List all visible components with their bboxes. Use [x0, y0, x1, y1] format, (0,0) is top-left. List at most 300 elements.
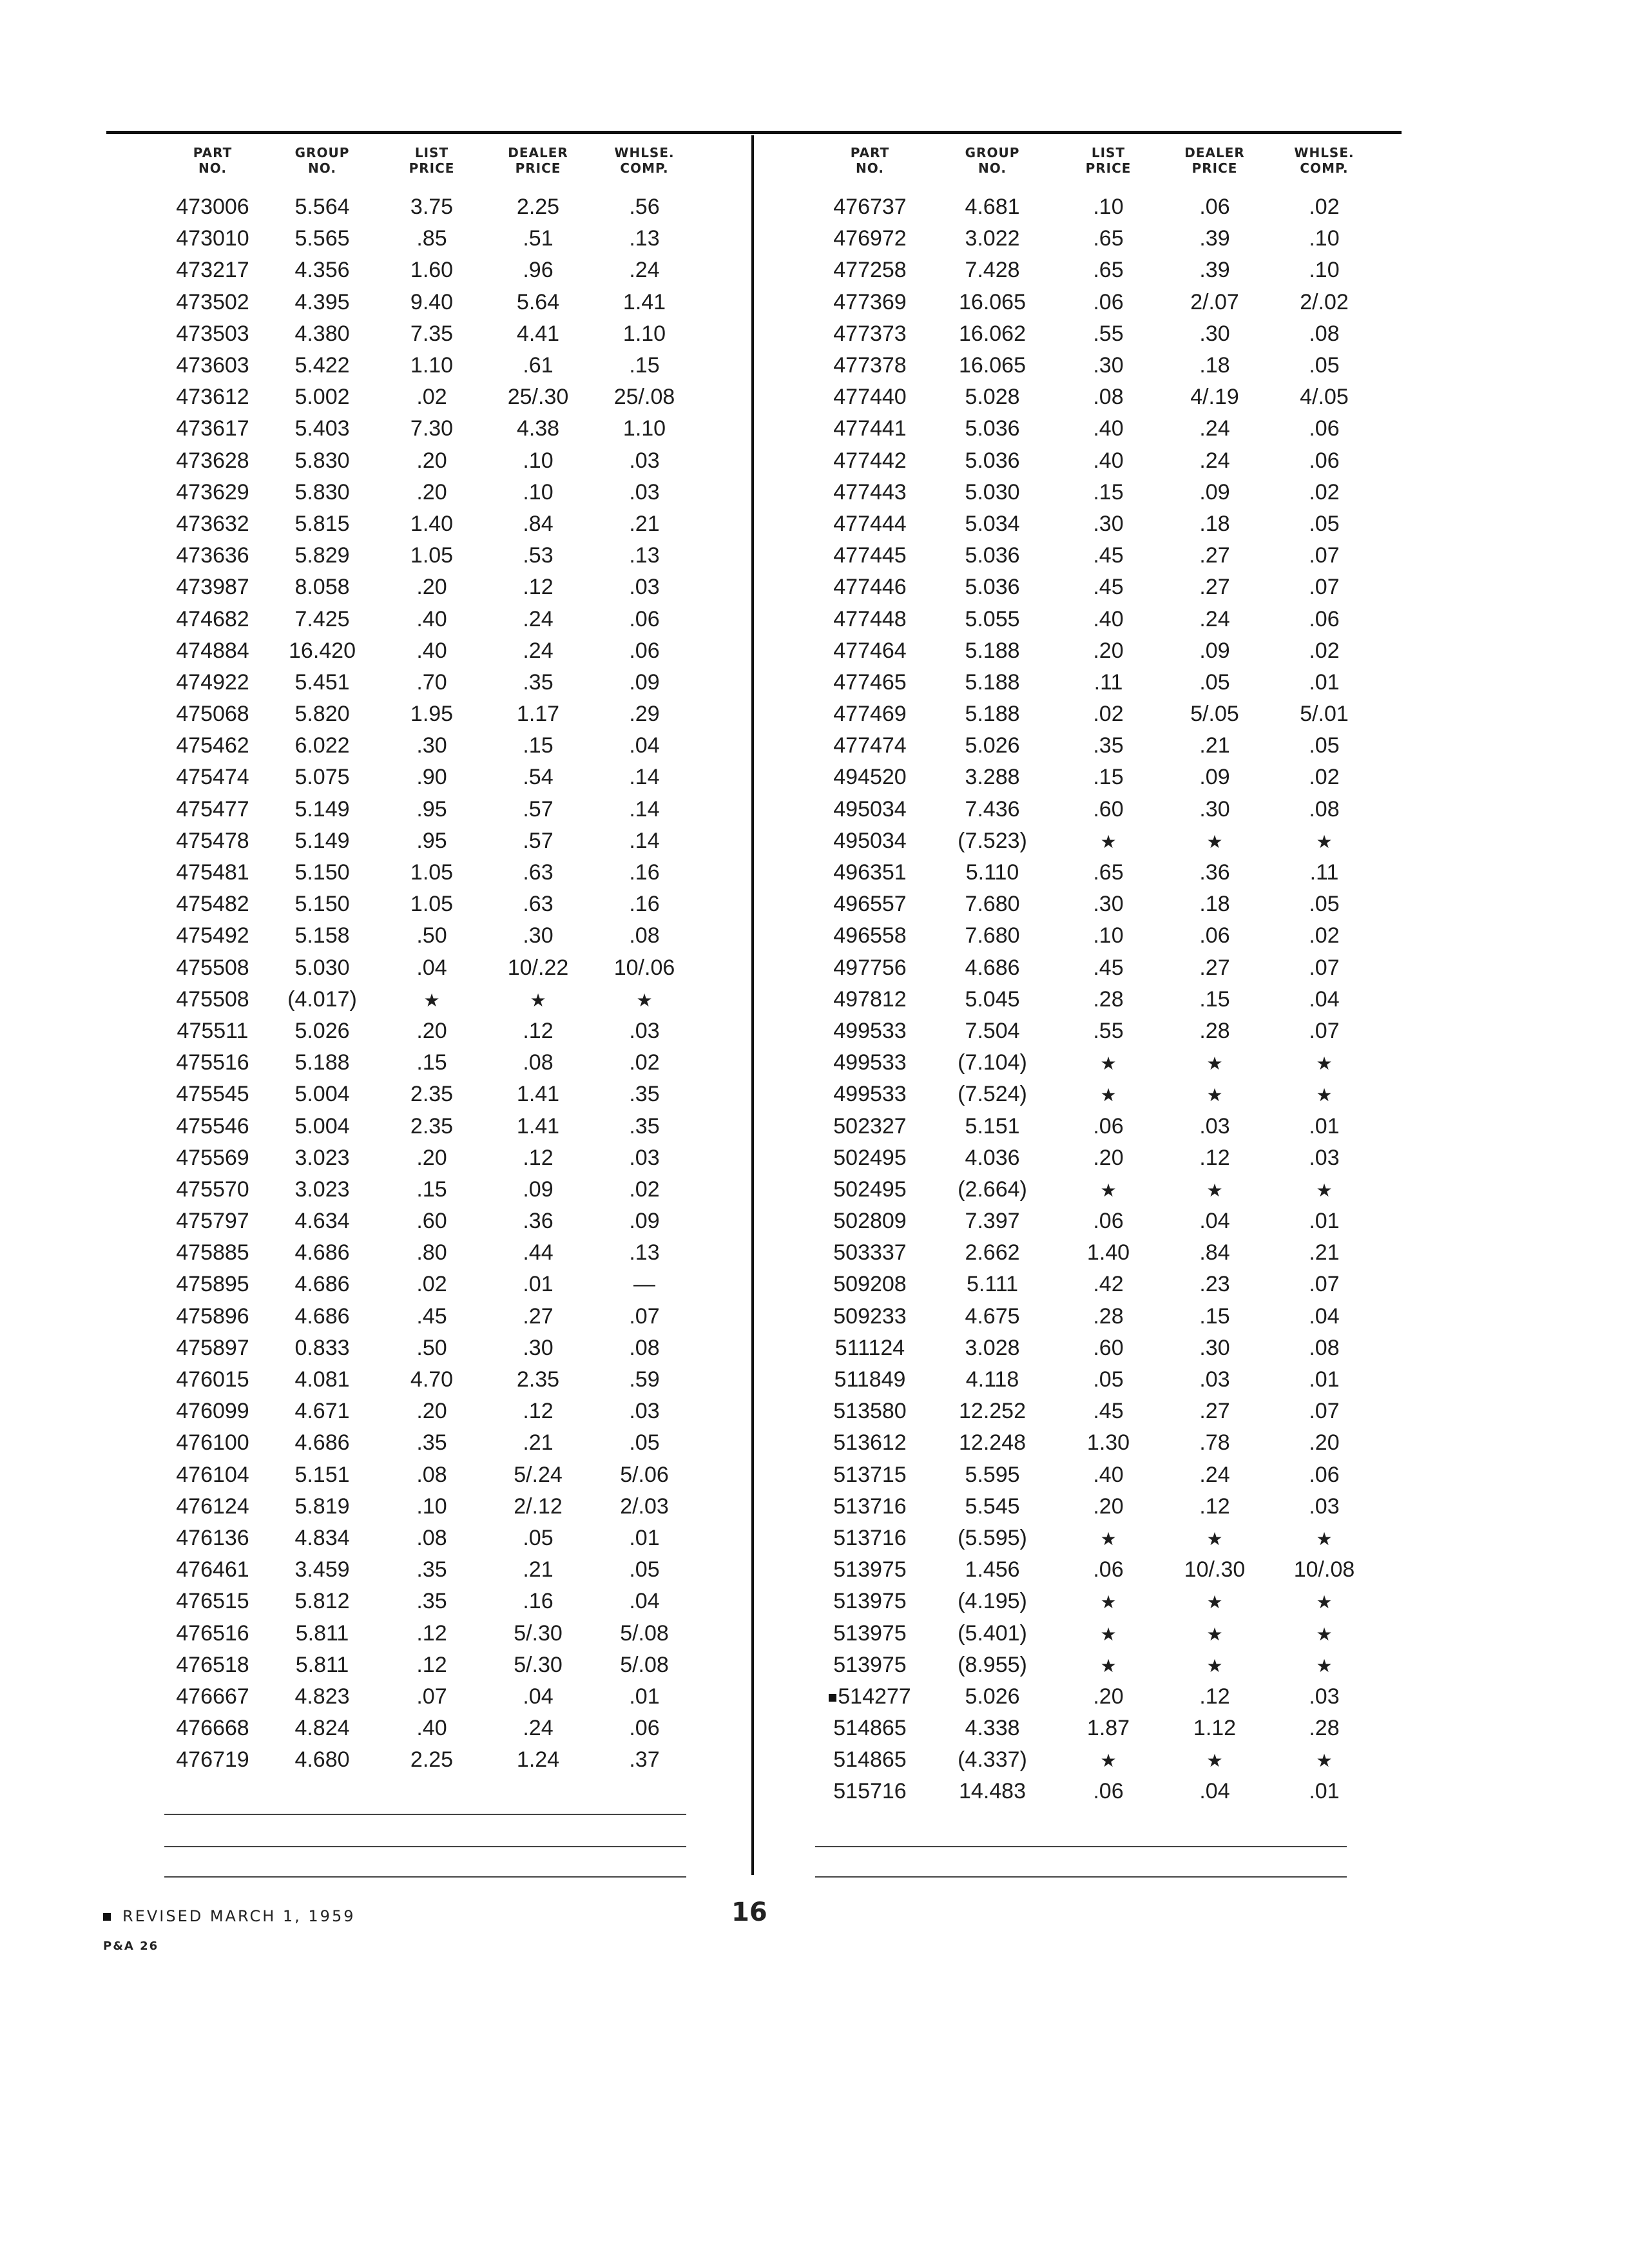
part-no-cell — [812, 702, 928, 727]
part-no-value: 476719 — [176, 1747, 249, 1773]
dealer-price-value: .09 — [1199, 638, 1230, 663]
table-row — [161, 1332, 696, 1364]
list-price-value: 1.40 — [1086, 1240, 1130, 1265]
part-no-cell — [161, 1146, 264, 1171]
group-no-value: 5.815 — [294, 511, 350, 536]
table-row — [812, 857, 1379, 889]
dealer-price-value: .27 — [1199, 955, 1230, 980]
group-no-cell — [264, 543, 380, 568]
whlse-comp-value: .07 — [629, 1303, 660, 1329]
dealer-price-cell — [483, 956, 593, 981]
whlse-comp-value: .03 — [1309, 1145, 1340, 1170]
list-price-cell — [380, 956, 483, 981]
whlse-comp-value: .05 — [1309, 892, 1340, 917]
group-no-cell — [928, 226, 1057, 251]
list-price-cell — [380, 1589, 483, 1614]
list-price-value: ★ — [1100, 1085, 1117, 1106]
group-no-value: 5.422 — [294, 353, 350, 378]
list-price-value: ★ — [1100, 1180, 1117, 1200]
whlse-comp-cell — [593, 1621, 696, 1646]
table-row — [812, 1364, 1379, 1396]
whlse-comp-cell — [1269, 1019, 1379, 1044]
group-no-value: 5.151 — [965, 1113, 1020, 1139]
part-no-cell — [161, 892, 264, 917]
dealer-price-cell — [1160, 1430, 1269, 1456]
group-no-cell — [264, 258, 380, 283]
dealer-price-cell — [483, 1240, 593, 1265]
group-no-value: 6.022 — [294, 733, 350, 758]
whlse-comp-cell — [593, 1430, 696, 1456]
group-no-cell — [928, 385, 1057, 410]
list-price-cell — [380, 1367, 483, 1392]
dealer-price-value: 1.41 — [516, 1113, 560, 1139]
part-no-cell — [812, 670, 928, 695]
dealer-price-cell — [1160, 1367, 1269, 1392]
table-header — [812, 145, 1379, 184]
whlse-comp-value: ★ — [1316, 1180, 1333, 1200]
list-price-value: .11 — [1094, 669, 1123, 695]
part-no-cell — [161, 385, 264, 410]
dealer-price-cell — [483, 860, 593, 885]
blank-line — [815, 1846, 1347, 1847]
dealer-price-value: 4/.19 — [1190, 385, 1239, 410]
list-price-cell — [380, 195, 483, 220]
dealer-price-value: ★ — [1206, 1592, 1223, 1613]
list-price-cell — [380, 1430, 483, 1456]
whlse-comp-cell — [593, 543, 696, 568]
table-row — [161, 667, 696, 698]
whlse-comp-cell — [1269, 1589, 1379, 1614]
list-price-cell — [380, 1272, 483, 1297]
list-price-cell — [1057, 1399, 1160, 1424]
list-price-cell — [1057, 892, 1160, 917]
part-no-cell — [812, 797, 928, 822]
dealer-price-value: .21 — [523, 1557, 554, 1582]
whlse-comp-value: ★ — [1316, 1624, 1333, 1644]
table-row — [812, 1206, 1379, 1237]
whlse-comp-value: .03 — [629, 479, 660, 505]
group-no-value: 2.662 — [965, 1240, 1020, 1265]
revision-note — [103, 1907, 356, 1925]
list-price-value: ★ — [1100, 1528, 1117, 1549]
list-price-cell — [380, 1526, 483, 1551]
part-no-value: 477446 — [833, 575, 907, 600]
list-price-cell — [1057, 575, 1160, 600]
list-price-cell — [380, 923, 483, 948]
column-divider — [751, 135, 754, 1875]
whlse-comp-value: .01 — [629, 1684, 660, 1709]
group-no-value: 5.036 — [965, 416, 1020, 441]
part-no-value: 474682 — [176, 606, 249, 631]
list-price-value: .02 — [416, 1272, 447, 1297]
table-row — [161, 794, 696, 825]
group-no-cell — [264, 1050, 380, 1075]
list-price-value: 1.60 — [410, 258, 454, 283]
dealer-price-cell — [483, 1747, 593, 1773]
part-no-value: 475569 — [176, 1145, 249, 1170]
whlse-comp-cell — [593, 639, 696, 664]
part-no-value: 495034 — [833, 828, 907, 853]
part-no-value: 475462 — [176, 733, 249, 758]
dealer-price-cell — [1160, 1494, 1269, 1519]
dealer-price-value: .04 — [1199, 1779, 1230, 1804]
list-price-value: ★ — [423, 990, 440, 1010]
group-no-cell — [928, 1209, 1057, 1234]
whlse-comp-value: .03 — [1309, 1684, 1340, 1709]
part-no-value: 477464 — [833, 638, 907, 663]
whlse-comp-value: .56 — [629, 195, 660, 220]
part-no-value: 475068 — [176, 702, 249, 727]
list-price-cell — [380, 702, 483, 727]
whlse-comp-cell — [1269, 290, 1379, 315]
part-no-cell — [161, 322, 264, 347]
list-price-cell — [380, 1494, 483, 1519]
part-no-cell — [812, 416, 928, 441]
part-no-cell — [812, 1463, 928, 1488]
list-price-cell — [1057, 1177, 1160, 1202]
whlse-comp-value: 2/.03 — [620, 1494, 669, 1519]
list-price-value: .02 — [1093, 702, 1124, 727]
dealer-price-value: .04 — [1199, 1209, 1230, 1234]
part-no-value: 496558 — [833, 923, 907, 948]
whlse-comp-cell — [1269, 1304, 1379, 1329]
part-no-value: 476124 — [176, 1494, 249, 1519]
table-row — [812, 1237, 1379, 1269]
whlse-comp-value: .21 — [1309, 1240, 1340, 1265]
group-no-cell — [928, 1336, 1057, 1361]
list-price-cell — [380, 892, 483, 917]
dealer-price-value: .15 — [1199, 1303, 1230, 1329]
list-price-value: .45 — [1093, 543, 1124, 568]
dealer-price-cell — [483, 1209, 593, 1234]
table-row — [161, 1744, 696, 1776]
list-price-cell — [380, 670, 483, 695]
dealer-price-value: .30 — [1199, 1335, 1230, 1360]
part-no-value: 476100 — [176, 1430, 249, 1456]
whlse-comp-cell — [593, 860, 696, 885]
dealer-price-value: 2/.07 — [1190, 289, 1239, 314]
dealer-price-value: .05 — [1199, 669, 1230, 695]
dealer-price-cell — [483, 1336, 593, 1361]
list-price-cell — [1057, 480, 1160, 505]
part-no-value: 474884 — [176, 638, 249, 663]
part-no-value: 513975 — [833, 1620, 907, 1646]
group-no-value: 5.055 — [965, 606, 1020, 631]
list-price-value: .05 — [1093, 1367, 1124, 1392]
group-no-cell — [928, 195, 1057, 220]
group-no-value: (8.955) — [958, 1652, 1027, 1677]
whlse-comp-cell — [593, 1494, 696, 1519]
list-price-value: .20 — [1093, 1684, 1124, 1709]
group-no-value: (5.595) — [958, 1525, 1027, 1550]
list-price-cell — [380, 1336, 483, 1361]
group-no-cell — [928, 1747, 1057, 1773]
table-row — [161, 730, 696, 762]
group-no-value: 4.118 — [965, 1367, 1019, 1392]
list-price-value: .45 — [1093, 955, 1124, 980]
dealer-price-value: .30 — [1199, 796, 1230, 822]
group-no-cell — [928, 860, 1057, 885]
group-no-value: 5.045 — [965, 986, 1020, 1012]
whlse-comp-value: .05 — [1309, 511, 1340, 536]
dealer-price-value: .24 — [1199, 606, 1230, 631]
dealer-price-value: .15 — [523, 733, 554, 758]
part-no-value: 473629 — [176, 479, 249, 505]
table-row — [161, 1396, 696, 1427]
group-no-value: 3.028 — [965, 1335, 1020, 1360]
dealer-price-value: .39 — [1199, 258, 1230, 283]
part-no-cell — [812, 385, 928, 410]
list-price-value: .80 — [416, 1240, 447, 1265]
dealer-price-value: .24 — [1199, 416, 1230, 441]
group-no-cell — [264, 575, 380, 600]
dealer-price-cell — [483, 892, 593, 917]
whlse-comp-cell — [1269, 860, 1379, 885]
whlse-comp-value: .08 — [629, 923, 660, 948]
part-no-cell — [161, 1494, 264, 1519]
table-row — [161, 350, 696, 381]
part-no-cell — [812, 290, 928, 315]
whlse-comp-value: ★ — [1316, 1528, 1333, 1549]
part-no-cell — [812, 1146, 928, 1171]
part-no-value: 475896 — [176, 1303, 249, 1329]
whlse-comp-value: .08 — [629, 1335, 660, 1360]
table-row — [161, 477, 696, 508]
dealer-price-cell — [483, 353, 593, 378]
dealer-price-cell — [483, 639, 593, 664]
dealer-price-cell — [1160, 670, 1269, 695]
table-row — [161, 984, 696, 1015]
dealer-price-cell — [483, 385, 593, 410]
list-price-value: .40 — [416, 606, 447, 631]
part-no-value: 475897 — [176, 1335, 249, 1360]
group-no-value: 4.824 — [294, 1716, 350, 1741]
group-no-cell — [928, 448, 1057, 474]
whlse-comp-cell — [1269, 1082, 1379, 1107]
whlse-comp-cell — [1269, 956, 1379, 981]
blank-line — [164, 1876, 686, 1878]
dealer-price-value: ★ — [1206, 1655, 1223, 1676]
dealer-price-cell — [1160, 416, 1269, 441]
part-no-value: 502495 — [833, 1177, 907, 1202]
list-price-cell — [1057, 860, 1160, 885]
list-price-value: 1.30 — [1086, 1430, 1130, 1456]
part-no-value: 476668 — [176, 1716, 249, 1741]
table-row — [812, 477, 1379, 508]
list-price-cell — [1057, 607, 1160, 632]
list-price-value: ★ — [1100, 1624, 1117, 1644]
whlse-comp-value: ★ — [1316, 1085, 1333, 1106]
group-no-cell — [928, 1779, 1057, 1804]
group-no-value: 5.565 — [294, 226, 350, 251]
list-price-cell — [1057, 353, 1160, 378]
part-no-value: 476515 — [176, 1589, 249, 1614]
part-no-cell — [161, 226, 264, 251]
dealer-price-cell — [1160, 1240, 1269, 1265]
table-row — [812, 1649, 1379, 1681]
list-price-cell — [1057, 258, 1160, 283]
part-no-value: 473987 — [176, 575, 249, 600]
whlse-comp-cell — [1269, 1240, 1379, 1265]
whlse-comp-value: .05 — [629, 1430, 660, 1456]
whlse-comp-value: 5/.08 — [620, 1620, 669, 1646]
list-price-cell — [380, 1621, 483, 1646]
group-no-value: 5.188 — [965, 638, 1020, 663]
dealer-price-cell — [1160, 1589, 1269, 1614]
group-no-value: (4.337) — [958, 1747, 1027, 1773]
list-price-cell — [380, 258, 483, 283]
whlse-comp-cell — [1269, 322, 1379, 347]
whlse-comp-cell — [593, 512, 696, 537]
list-price-cell — [1057, 702, 1160, 727]
whlse-comp-cell — [1269, 1621, 1379, 1646]
part-no-cell — [161, 195, 264, 220]
whlse-comp-value: .59 — [629, 1367, 660, 1392]
list-price-cell — [1057, 1304, 1160, 1329]
dealer-price-value: .12 — [523, 575, 554, 600]
part-no-cell — [812, 1716, 928, 1741]
whlse-comp-cell — [593, 1209, 696, 1234]
part-no-value: 495034 — [833, 796, 907, 822]
whlse-comp-value: .03 — [629, 1145, 660, 1170]
dealer-price-value: 25/.30 — [507, 385, 569, 410]
group-no-value: 4.081 — [294, 1367, 350, 1392]
list-price-cell — [1057, 416, 1160, 441]
group-no-cell — [264, 1621, 380, 1646]
table-row — [161, 1301, 696, 1332]
list-price-value: .15 — [416, 1177, 447, 1202]
dealer-price-cell — [483, 290, 593, 315]
table-row — [812, 572, 1379, 603]
whlse-comp-cell — [593, 226, 696, 251]
list-price-cell — [1057, 1684, 1160, 1709]
list-price-value: 1.05 — [410, 892, 454, 917]
part-no-cell — [161, 1209, 264, 1234]
part-no-value: 473010 — [176, 226, 249, 251]
group-no-value: 5.004 — [294, 1113, 350, 1139]
list-price-value: 2.35 — [410, 1113, 454, 1139]
whlse-comp-cell — [1269, 512, 1379, 537]
group-no-cell — [928, 575, 1057, 600]
table-row — [812, 825, 1379, 857]
list-price-value: .08 — [416, 1525, 447, 1550]
dealer-price-cell — [483, 226, 593, 251]
dealer-price-value: .35 — [523, 669, 554, 695]
list-price-cell — [1057, 1526, 1160, 1551]
group-no-cell — [264, 670, 380, 695]
whlse-comp-cell — [1269, 1114, 1379, 1139]
whlse-comp-value: .01 — [629, 1525, 660, 1550]
dealer-price-value: 2/.12 — [514, 1494, 563, 1519]
whlse-comp-cell — [593, 195, 696, 220]
whlse-comp-value: .02 — [629, 1050, 660, 1075]
list-price-cell — [380, 353, 483, 378]
part-no-value: 475797 — [176, 1209, 249, 1234]
group-no-value: (4.017) — [287, 986, 357, 1012]
list-price-value: .85 — [416, 226, 447, 251]
dealer-price-cell — [1160, 1209, 1269, 1234]
group-no-cell — [928, 1557, 1057, 1582]
dealer-price-cell — [1160, 923, 1269, 948]
group-no-cell — [264, 1747, 380, 1773]
header-group-no: GROUP NO. — [965, 145, 1020, 176]
whlse-comp-value: .04 — [629, 1589, 660, 1614]
part-no-cell — [161, 1082, 264, 1107]
list-price-value: .20 — [1093, 638, 1124, 663]
list-price-cell — [1057, 512, 1160, 537]
part-no-cell — [161, 956, 264, 981]
table-row — [161, 413, 696, 445]
table-row — [812, 667, 1379, 698]
whlse-comp-cell — [1269, 829, 1379, 854]
dealer-price-cell — [483, 1716, 593, 1741]
part-no-value: 473636 — [176, 543, 249, 568]
part-no-value: 477474 — [833, 733, 907, 758]
table-row — [812, 920, 1379, 952]
list-price-cell — [1057, 1716, 1160, 1741]
group-no-cell — [264, 1653, 380, 1678]
part-no-cell — [161, 702, 264, 727]
whlse-comp-value: .02 — [1309, 638, 1340, 663]
whlse-comp-value: .06 — [1309, 1462, 1340, 1487]
dealer-price-value: .84 — [1199, 1240, 1230, 1265]
whlse-comp-cell — [593, 829, 696, 854]
table-row — [161, 255, 696, 286]
table-row — [812, 1617, 1379, 1649]
part-no-cell — [161, 607, 264, 632]
part-no-cell — [161, 448, 264, 474]
whlse-comp-value: .07 — [1309, 955, 1340, 980]
dealer-price-cell — [483, 797, 593, 822]
whlse-comp-value: .07 — [1309, 575, 1340, 600]
dealer-price-cell — [1160, 1336, 1269, 1361]
group-no-cell — [928, 765, 1057, 790]
list-price-value: .40 — [1093, 416, 1124, 441]
dealer-price-value: .10 — [523, 448, 554, 473]
group-no-cell — [928, 1050, 1057, 1075]
whlse-comp-value: .04 — [1309, 986, 1340, 1012]
group-no-cell — [928, 1463, 1057, 1488]
dealer-price-cell — [1160, 829, 1269, 854]
dealer-price-cell — [1160, 1716, 1269, 1741]
whlse-comp-cell — [1269, 1209, 1379, 1234]
group-no-value: 4.338 — [965, 1716, 1020, 1741]
group-no-cell — [928, 923, 1057, 948]
group-no-value: 4.834 — [294, 1525, 350, 1550]
dealer-price-cell — [1160, 1653, 1269, 1678]
whlse-comp-cell — [593, 1304, 696, 1329]
group-no-cell — [264, 639, 380, 664]
right-price-table — [812, 145, 1379, 1808]
header-part-no: PART NO. — [193, 145, 233, 176]
dealer-price-value: 10/.22 — [507, 955, 569, 980]
part-no-cell — [812, 575, 928, 600]
table-row — [812, 635, 1379, 667]
table-row — [161, 1364, 696, 1396]
part-no-value: 473617 — [176, 416, 249, 441]
table-row — [161, 1142, 696, 1174]
part-no-cell — [812, 923, 928, 948]
list-price-cell — [1057, 1494, 1160, 1519]
part-no-cell — [161, 1272, 264, 1297]
whlse-comp-value: 2/.02 — [1300, 289, 1349, 314]
dealer-price-value: 1.41 — [516, 1082, 560, 1107]
list-price-value: .30 — [1093, 353, 1124, 378]
dealer-price-cell — [1160, 1177, 1269, 1202]
list-price-value: .95 — [416, 796, 447, 822]
part-no-value: 475474 — [176, 765, 249, 790]
table-row — [161, 1079, 696, 1110]
